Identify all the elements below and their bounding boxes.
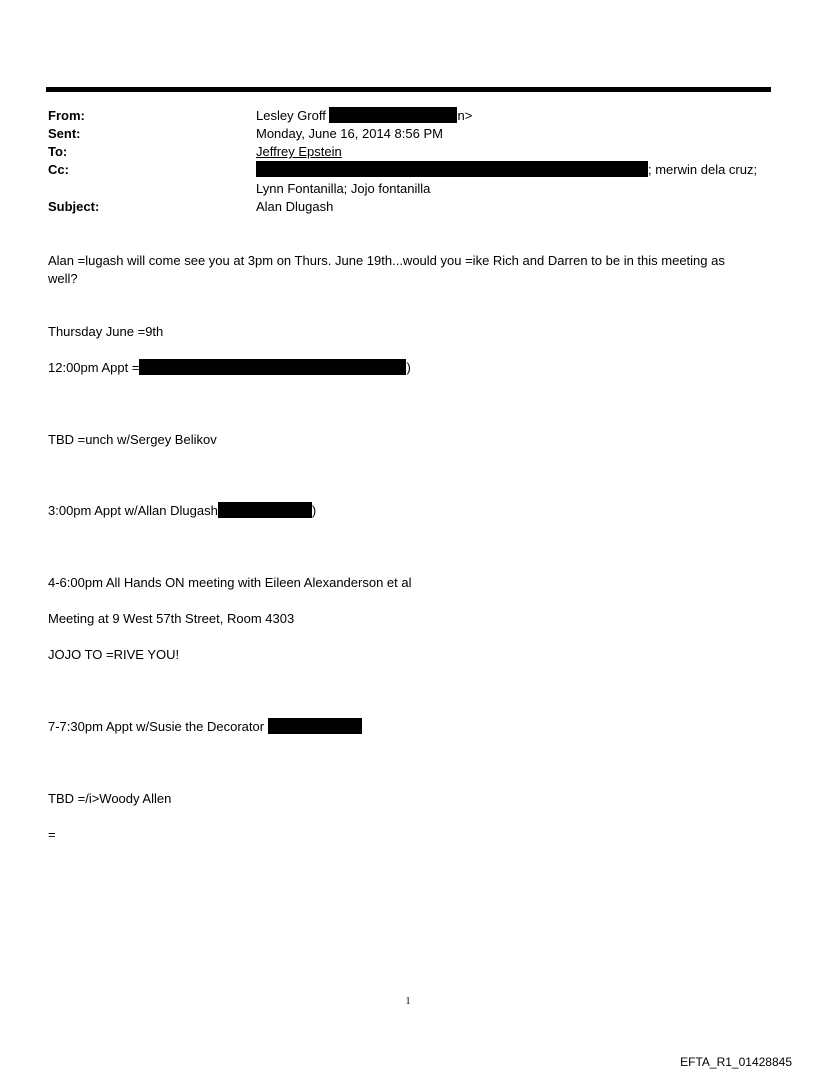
sent-label: Sent:	[48, 126, 81, 141]
schedule-item-7-text: 7-7:30pm Appt w/Susie the Decorator	[48, 719, 265, 734]
to-label: To:	[48, 144, 68, 159]
redaction-block	[139, 359, 406, 375]
redaction-block	[256, 161, 648, 177]
schedule-item-5: Meeting at 9 West 57th Street, Room 4303	[48, 611, 295, 626]
schedule-item-6: JOJO TO =RIVE YOU!	[48, 647, 180, 662]
schedule-item-3-suffix: )	[311, 503, 317, 518]
cc-line-1-suffix: ; merwin dela cruz;	[648, 162, 758, 177]
schedule-item-8: TBD =/i>Woody Allen	[48, 791, 172, 806]
to-value: Jeffrey Epstein	[256, 144, 342, 159]
from-suffix: n>	[457, 108, 473, 123]
day-heading: Thursday June =9th	[48, 324, 164, 339]
page-number: 1	[405, 996, 411, 1007]
bates-number: EFTA_R1_01428845	[680, 1055, 792, 1069]
schedule-item-1-suffix: )	[406, 360, 411, 375]
schedule-item-2: TBD =unch w/Sergey Belikov	[48, 432, 217, 447]
sent-value: Monday, June 16, 2014 8:56 PM	[256, 126, 443, 141]
header-rule	[46, 87, 771, 92]
cc-line-1	[256, 161, 757, 179]
schedule-item-1-text: 12:00pm Appt =	[48, 360, 140, 375]
schedule-item-3-text: 3:00pm Appt w/Allan Dlugash	[48, 503, 218, 518]
schedule-item-7	[48, 718, 362, 736]
redaction-block	[218, 502, 312, 518]
redaction-block	[329, 107, 457, 123]
cc-line-2: Lynn Fontanilla; Jojo fontanilla	[256, 181, 431, 196]
schedule-item-1	[48, 359, 411, 377]
redaction-block	[268, 718, 362, 734]
subject-label: Subject:	[48, 199, 100, 214]
from-value	[256, 107, 472, 125]
subject-value: Alan Dlugash	[256, 199, 334, 214]
schedule-item-4: 4-6:00pm All Hands ON meeting with Eileen Alexanderson et al	[48, 575, 412, 590]
from-label: From:	[48, 108, 85, 123]
trailing-marker: =	[48, 827, 56, 842]
intro-paragraph: Alan =lugash will come see you at 3pm on Thurs. June 19th...would you =ike Rich and Darren to be in this meeting as well?	[48, 253, 725, 286]
from-name: Lesley Groff	[256, 108, 326, 123]
schedule-item-3	[48, 502, 316, 520]
cc-label: Cc:	[48, 162, 69, 177]
